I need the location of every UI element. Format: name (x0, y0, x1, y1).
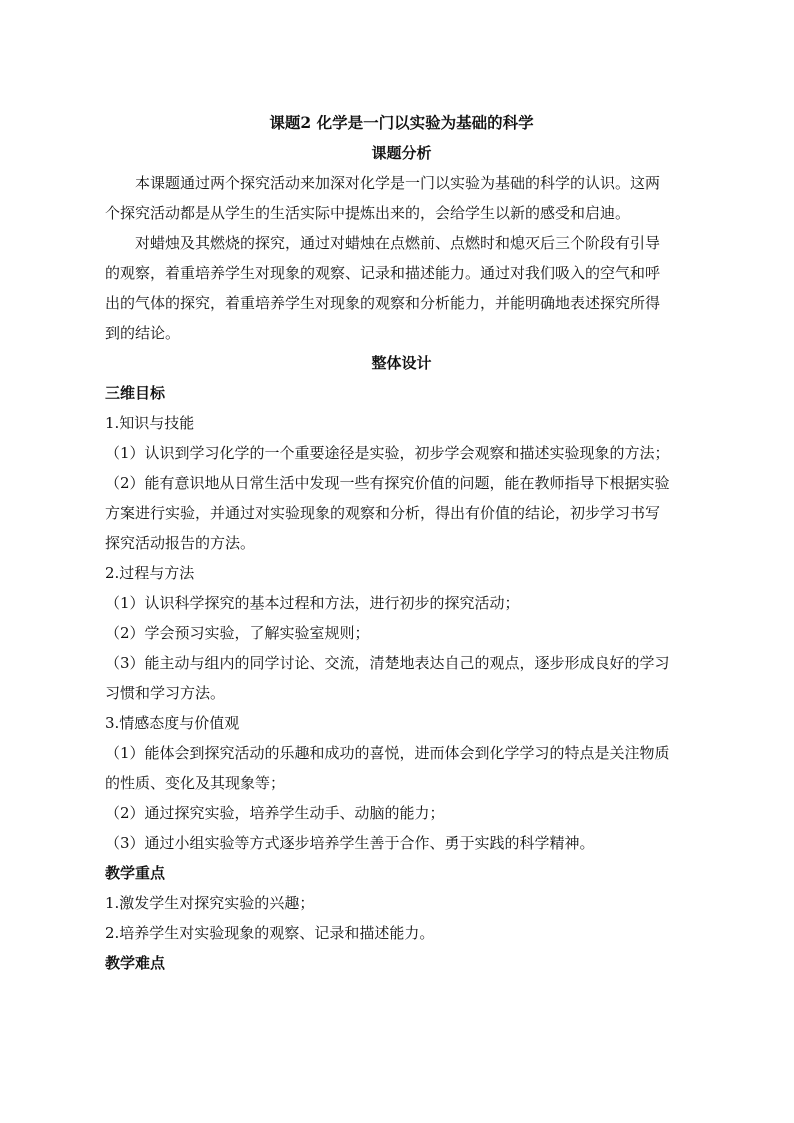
section-heading-design: 整体设计 (371, 354, 432, 372)
document-page (105, 108, 698, 978)
analysis-paragraph-2-line: 出的气体的探究，着重培养学生对现象的观察和分析能力，并能明确地表述探究所得 (105, 294, 661, 312)
goal-3-heading: 3.情感态度与价值观 (105, 714, 240, 732)
key-point-item: 2.培养学生对实验现象的观察、记录和描述能力。 (105, 924, 435, 942)
goals-heading: 三维目标 (105, 384, 166, 402)
goal-1-item: 探究活动报告的方法。 (105, 534, 256, 552)
goal-2-item: （3）能主动与组内的同学讨论、交流，清楚地表达自己的观点，逐步形成良好的学习 (105, 654, 670, 672)
analysis-paragraph-2-line: 的观察，着重培养学生对现象的观察、记录和描述能力。通过对我们吸入的空气和呼 (105, 264, 661, 282)
difficulties-heading: 教学难点 (105, 954, 166, 972)
goal-2-item: （1）认识科学探究的基本过程和方法，进行初步的探究活动； (105, 594, 520, 612)
goal-2-item: 习惯和学习方法。 (105, 684, 226, 702)
goal-3-item: （1）能体会到探究活动的乐趣和成功的喜悦，进而体会到化学学习的特点是关注物质 (105, 744, 670, 762)
goal-1-item: （2）能有意识地从日常生活中发现一些有探究价值的问题，能在教师指导下根据实验 (105, 474, 670, 492)
document-title: 课题2 化学是一门以实验为基础的科学 (269, 113, 534, 132)
section-heading-analysis: 课题分析 (371, 144, 432, 162)
goal-3-item: （3）通过小组实验等方式逐步培养学生善于合作、勇于实践的科学精神。 (105, 834, 595, 852)
key-points-heading: 教学重点 (105, 864, 166, 882)
goal-2-item: （2）学会预习实验，了解实验室规则； (105, 624, 370, 642)
goal-2-heading: 2.过程与方法 (105, 564, 195, 582)
goal-3-item: （2）通过探究实验，培养学生动手、动脑的能力； (105, 804, 445, 822)
goal-3-item: 的性质、变化及其现象等； (105, 774, 286, 792)
analysis-paragraph-1-line: 本课题通过两个探究活动来加深对化学是一门以实验为基础的科学的认识。这两 (135, 174, 661, 192)
key-point-item: 1.激发学生对探究实验的兴趣； (105, 894, 315, 912)
goal-1-heading: 1.知识与技能 (105, 414, 195, 432)
goal-1-item: （1）认识到学习化学的一个重要途径是实验，初步学会观察和描述实验现象的方法； (105, 444, 670, 462)
goal-1-item: 方案进行实验，并通过对实验现象的观察和分析，得出有价值的结论，初步学习书写 (105, 504, 661, 522)
analysis-paragraph-1-line: 个探究活动都是从学生的生活实际中提炼出来的，会给学生以新的感受和启迪。 (105, 204, 631, 222)
analysis-paragraph-2-line: 对蜡烛及其燃烧的探究，通过对蜡烛在点燃前、点燃时和熄灭后三个阶段有引导 (135, 234, 661, 252)
analysis-paragraph-2-line: 到的结论。 (105, 324, 181, 342)
